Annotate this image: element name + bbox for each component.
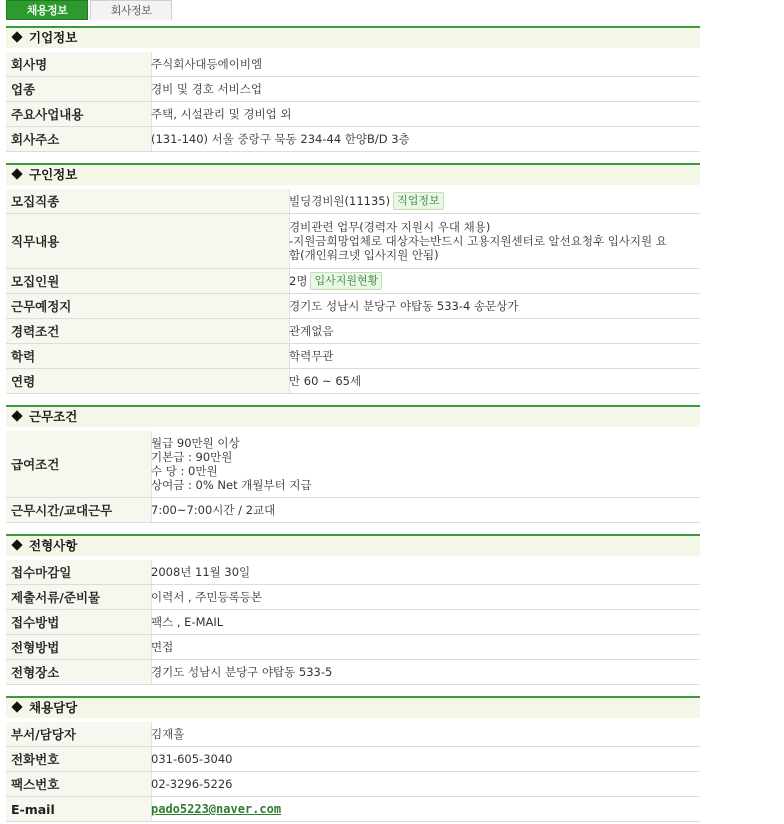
table-row (6, 722, 700, 747)
table-row (6, 431, 700, 498)
row-label: 학력 (6, 344, 290, 368)
row-value: 학력무관 (289, 349, 334, 363)
table-row (6, 319, 700, 344)
salary-line: 월급 90만원 이상 (151, 436, 240, 450)
tab-company-info[interactable]: 회사정보 (90, 0, 172, 20)
section-title: 기업정보 (29, 30, 78, 45)
row-label: 주요사업내용 (6, 102, 152, 126)
table-row (6, 560, 700, 585)
table-row (6, 189, 700, 214)
row-value: 경기도 성남시 분당구 야탑동 533-4 송문상가 (289, 299, 519, 313)
table-row (6, 772, 700, 797)
table-row (6, 77, 700, 102)
table-row (6, 344, 700, 369)
duty-line: -지원금희망업체로 대상자는반드시 고용지원센터로 알선요청후 입사지원 요 (289, 234, 667, 248)
application-status-button[interactable]: 입사지원현황 (310, 272, 382, 290)
row-value: 김재흘 (151, 727, 185, 741)
row-label: 경력조건 (6, 319, 290, 343)
row-label: 급여조건 (6, 431, 152, 497)
diamond-bullet-icon (11, 410, 22, 421)
row-label: 연령 (6, 369, 290, 393)
headcount-value: 2명 (289, 274, 308, 288)
row-label: 근무예정지 (6, 294, 290, 318)
table-row (6, 369, 700, 394)
row-value: 경비 및 경호 서비스업 (151, 82, 262, 96)
duty-line: 경비관련 업무(경력자 지원시 우대 채용) (289, 220, 491, 234)
row-value: 주식회사대등에이비엠 (151, 57, 263, 71)
diamond-bullet-icon (11, 168, 22, 179)
contact-section (6, 696, 700, 822)
row-value: 이력서 , 주민등록등본 (151, 590, 262, 604)
table-row (6, 585, 700, 610)
row-label: 접수마감일 (6, 560, 152, 584)
row-label: 전형장소 (6, 660, 152, 684)
table-row (6, 294, 700, 319)
table-row (6, 747, 700, 772)
table-row (6, 269, 700, 294)
selection-section (6, 534, 700, 685)
row-label: 제출서류/준비물 (6, 585, 152, 609)
salary-line: 수 당 : 0만원 (151, 464, 218, 478)
table-row (6, 797, 700, 822)
row-label: 회사명 (6, 52, 152, 76)
table-row (6, 635, 700, 660)
tab-job-info[interactable]: 채용정보 (6, 0, 88, 20)
row-value: 면접 (151, 640, 174, 654)
section-title: 구인정보 (29, 167, 78, 182)
row-value (146, 797, 700, 821)
row-value (284, 214, 700, 268)
diamond-bullet-icon (11, 539, 22, 550)
row-value (146, 431, 700, 497)
duty-line: 함(개인워크넷 입사지원 안됨) (289, 248, 439, 262)
row-label: 전형방법 (6, 635, 152, 659)
job-info-button[interactable]: 직업정보 (393, 192, 444, 210)
row-label: 직무내용 (6, 214, 290, 268)
salary-line: 상여금 : 0% Net 개월부터 지급 (151, 478, 312, 492)
row-value: 031-605-3040 (151, 752, 233, 766)
table-row (6, 102, 700, 127)
company-info-section (6, 26, 700, 152)
section-header (6, 163, 700, 185)
row-value: 경기도 성남시 분당구 야탑동 533-5 (151, 665, 333, 679)
row-value: 7:00~7:00시간 / 2교대 (151, 503, 276, 517)
row-value (284, 189, 700, 213)
table-row (6, 127, 700, 152)
table-row (6, 610, 700, 635)
section-title: 채용담당 (29, 700, 78, 715)
diamond-bullet-icon (11, 701, 22, 712)
row-value: 02-3296-5226 (151, 777, 233, 791)
section-title: 전형사항 (29, 538, 78, 553)
table-row (6, 214, 700, 269)
table-row (6, 660, 700, 685)
row-label: 모집직종 (6, 189, 290, 213)
row-value: 팩스 , E-MAIL (151, 615, 224, 629)
diamond-bullet-icon (11, 31, 22, 42)
section-header (6, 405, 700, 427)
position-value: 빌딩경비원(11135) (289, 194, 391, 208)
row-label: 부서/담당자 (6, 722, 152, 746)
row-label: E-mail (6, 797, 152, 821)
row-label: 접수방법 (6, 610, 152, 634)
row-value: (131-140) 서울 중랑구 묵동 234-44 한양B/D 3층 (151, 132, 410, 146)
row-label: 전화번호 (6, 747, 152, 771)
row-label: 회사주소 (6, 127, 152, 151)
row-label: 모집인원 (6, 269, 290, 293)
email-link[interactable]: pado5223@naver.com (151, 802, 282, 816)
table-row (6, 498, 700, 523)
salary-line: 기본급 : 90만원 (151, 450, 233, 464)
section-header (6, 534, 700, 556)
recruit-info-section (6, 163, 700, 395)
row-value: 주택, 시설관리 및 경비업 외 (151, 107, 292, 121)
row-value: 2008년 11월 30일 (151, 565, 251, 579)
row-label: 근무시간/교대근무 (6, 498, 152, 522)
row-value (284, 269, 700, 293)
section-header (6, 696, 700, 718)
section-title: 근무조건 (29, 409, 78, 424)
row-label: 업종 (6, 77, 152, 101)
row-label: 팩스번호 (6, 772, 152, 796)
row-value: 관계없음 (289, 324, 334, 338)
work-conditions-section (6, 405, 700, 524)
row-value: 만 60 ~ 65세 (289, 374, 362, 388)
table-row (6, 52, 700, 77)
section-header (6, 26, 700, 48)
